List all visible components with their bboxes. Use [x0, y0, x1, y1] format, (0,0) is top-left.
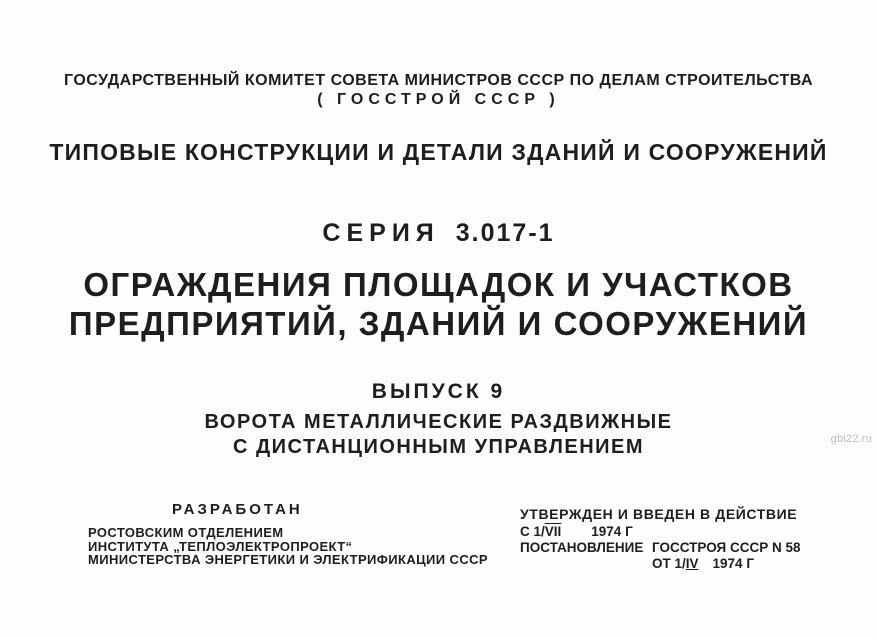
developed-line-1: РОСТОВСКИМ ОТДЕЛЕНИЕМ [88, 525, 284, 540]
date1-month-roman: $\overline{VII}$ [544, 524, 562, 539]
developed-by-block [88, 501, 488, 567]
developed-line-3: МИНИСТЕРСТВА ЭНЕРГЕТИКИ И ЭЛЕКТРИФИКАЦИИ СССР [88, 552, 488, 567]
resolution-row [520, 540, 840, 571]
main-title-line1: ОГРАЖДЕНИЯ ПЛОЩАДОК И УЧАСТКОВ [83, 266, 794, 303]
series-line [0, 219, 877, 248]
series-number: 3.017-1 [455, 219, 555, 247]
approved-block [520, 506, 840, 571]
developed-heading: РАЗРАБОТАН [172, 501, 303, 518]
authority-and-number: ГОССТРОЯ СССР N 58 [652, 540, 801, 555]
date1-year: 1974 Г [591, 524, 633, 539]
caption-typical-constructions: ТИПОВЫЕ КОНСТРУКЦИИ И ДЕТАЛИ ЗДАНИЙ И СООРУЖЕНИЙ [49, 139, 828, 165]
watermark-text: gbi22.ru [830, 433, 872, 445]
committee-name: ГОСУДАРСТВЕННЫЙ КОМИТЕТ СОВЕТА МИНИСТРОВ СССР ПО ДЕЛАМ СТРОИТЕЛЬСТВА [63, 72, 814, 89]
subtitle-line2: С ДИСТАНЦИОННЫМ УПРАВЛЕНИЕМ [232, 436, 645, 458]
approved-heading: УТВЕРЖДЕН И ВВЕДЕН В ДЕЙСТВИЕ [520, 506, 798, 522]
date1-prefix: С 1/ [520, 524, 545, 539]
resolution-date [652, 556, 801, 571]
date2-month-roman: IV [685, 556, 699, 571]
series-label: СЕРИЯ [322, 219, 440, 247]
main-title-line2: ПРЕДПРИЯТИЙ, ЗДАНИЙ И СООРУЖЕНИЙ [68, 305, 809, 342]
gosstroy-name: ( ГОССТРОЙ СССР ) [317, 91, 560, 108]
resolution-label: ПОСТАНОВЛЕНИЕ [520, 540, 644, 555]
developed-line-2: ИНСТИТУТА „ТЕПЛОЭЛЕКТРОПРОЕКТ“ [88, 538, 353, 554]
issue-number: ВЫПУСК 9 [371, 380, 506, 403]
subtitle-line1: ВОРОТА МЕТАЛЛИЧЕСКИЕ РАЗДВИЖНЫЕ [204, 411, 673, 433]
resolution-authority-col [652, 540, 801, 571]
date2-prefix: ОТ 1/ [652, 556, 686, 571]
date2-year: 1974 Г [712, 556, 754, 571]
approved-effective-date [520, 524, 840, 539]
